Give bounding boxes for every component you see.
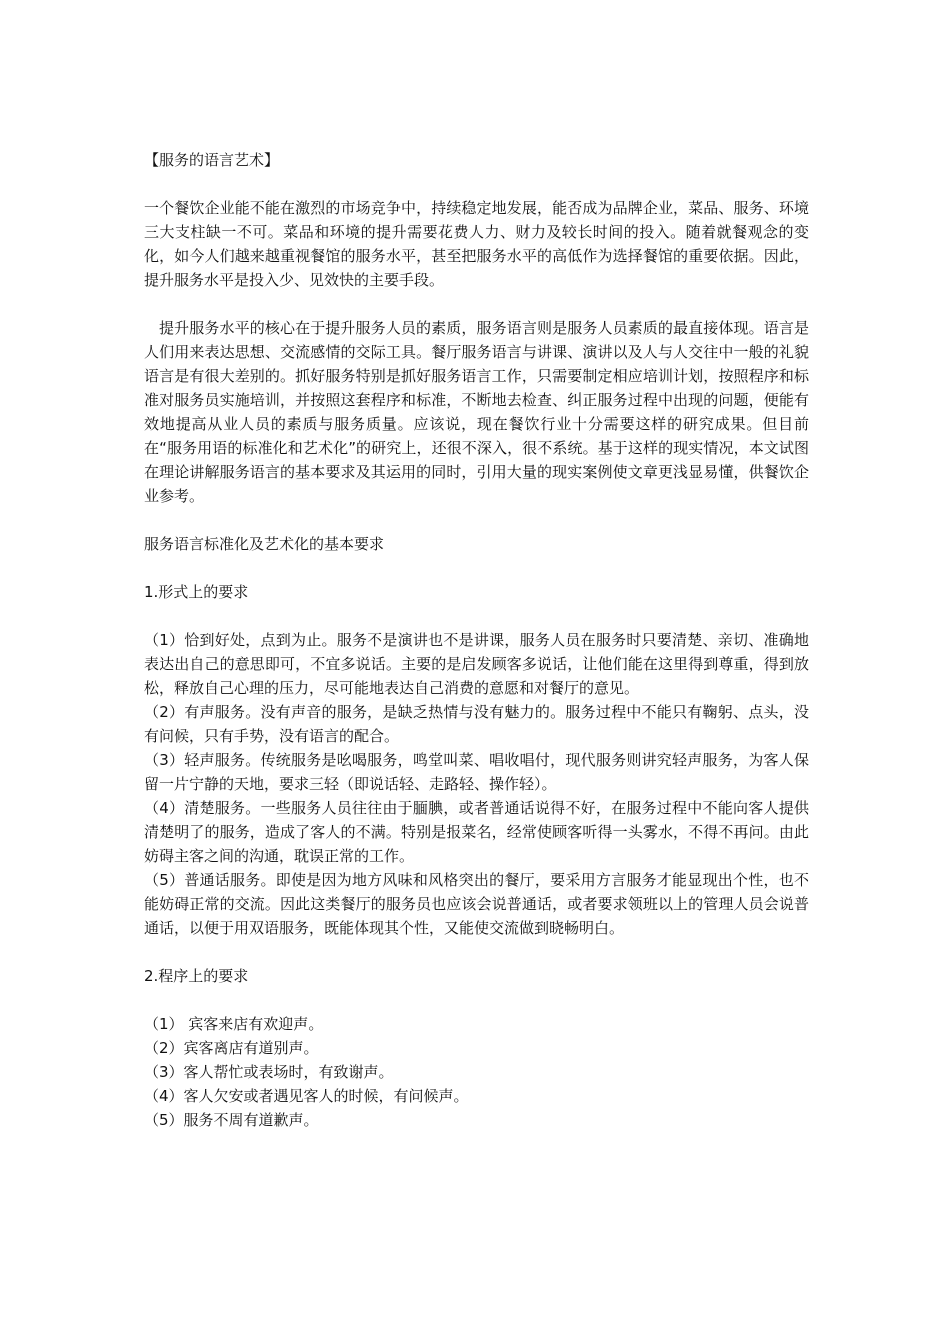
list-item: （4）客人欠安或者遇见客人的时候，有问候声。 — [144, 1087, 469, 1105]
list-item: （1） 宾客来店有欢迎声。 — [144, 1015, 324, 1033]
list-item: （2）有声服务。没有声音的服务，是缺乏热情与没有魅力的。服务过程中不能只有鞠躬、点头，没有问候，只有手势，没有语言的配合。 — [144, 703, 809, 745]
list-item: （3）轻声服务。传统服务是吆喝服务，鸣堂叫菜、唱收唱付，现代服务则讲究轻声服务，为客人保留一片宁静的天地，要求三轻（即说话轻、走路轻、操作轻）。 — [144, 751, 809, 793]
intro-paragraph: 一个餐饮企业能不能在激烈的市场竞争中，持续稳定地发展，能否成为品牌企业，菜品、服务、环境三大支柱缺一不可。菜品和环境的提升需要花费人力、财力及较长时间的投入。随着就餐观念的变化，如今人们越来越重视餐馆的服务水平，甚至把服务水平的高低作为选择餐馆的重要依据。因此，提升服务水平是投入少、见效快的主要手段。 — [144, 199, 809, 289]
list-item: （5）普通话服务。即使是因为地方风味和风格突出的餐厅，要采用方言服务才能显现出个性，也不能妨碍正常的交流。因此这类餐厅的服务员也应该会说普通话，或者要求领班以上的管理人员会说普通话，以便于用双语服务，既能体现其个性，又能使交流做到晓畅明白。 — [144, 871, 809, 937]
list-item: （4）清楚服务。一些服务人员往往由于腼腆，或者普通话说得不好，在服务过程中不能向客人提供清楚明了的服务，造成了客人的不满。特别是报菜名，经常使顾客听得一头雾水，不得不再问。由此妨碍主客之间的沟通，耽误正常的工作。 — [144, 799, 809, 865]
section-title: 服务语言标准化及艺术化的基本要求 — [144, 535, 385, 553]
procedure-requirements-list — [144, 1012, 809, 1132]
list-item: （1）恰到好处，点到为止。服务不是演讲也不是讲课，服务人员在服务时只要清楚、亲切、准确地表达出自己的意思即可，不宜多说话。主要的是启发顾客多说话，让他们能在这里得到尊重，得到放松，释放自己心理的压力，尽可能地表达自己消费的意愿和对餐厅的意见。 — [144, 631, 809, 697]
list-item: （5）服务不周有道歉声。 — [144, 1111, 319, 1129]
core-paragraph: 提升服务水平的核心在于提升服务人员的素质，服务语言则是服务人员素质的最直接体现。语言是人们用来表达思想、交流感情的交际工具。餐厅服务语言与讲课、演讲以及人与人交往中一般的礼貌语言是有很大差别的。抓好服务特别是抓好服务语言工作，只需要制定相应培训计划，按照程序和标准对服务员实施培训，并按照这套程序和标准，不断地去检查、纠正服务过程中出现的问题，便能有效地提高从业人员的素质与服务质量。应该说，现在餐饮行业十分需要这样的研究成果。但目前在“服务用语的标准化和艺术化”的研究上，还很不深入，很不系统。基于这样的现实情况，本文试图在理论讲解服务语言的基本要求及其运用的同时，引用大量的现实案例使文章更浅显易懂，供餐饮企业参考。 — [144, 319, 809, 505]
form-requirements-list — [144, 628, 809, 940]
subsection-heading-procedure: 2.程序上的要求 — [144, 967, 249, 985]
subsection-heading-form: 1.形式上的要求 — [144, 583, 249, 601]
document-page — [144, 148, 809, 1132]
list-item: （2）宾客离店有道别声。 — [144, 1039, 319, 1057]
document-title: 【服务的语言艺术】 — [144, 151, 280, 169]
list-item: （3）客人帮忙或表场时，有致谢声。 — [144, 1063, 394, 1081]
